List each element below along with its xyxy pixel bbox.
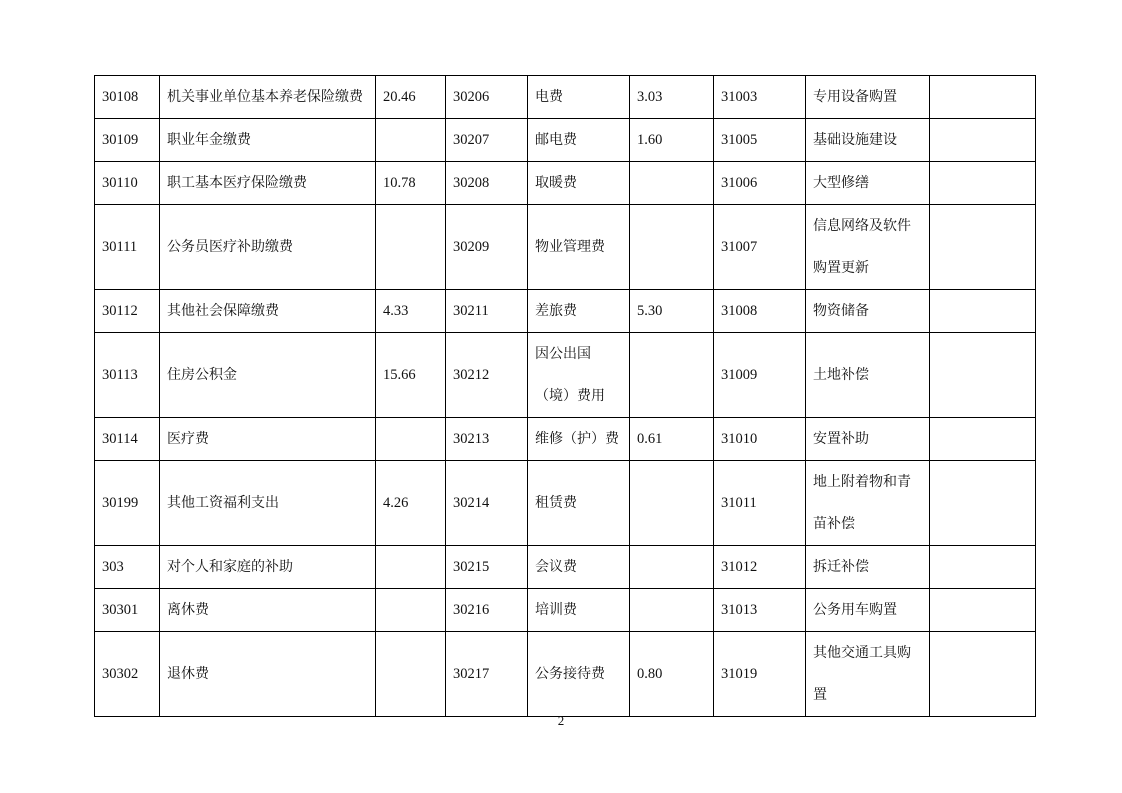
table-row bbox=[95, 162, 1036, 205]
code-cell: 30208 bbox=[446, 162, 528, 205]
amount-cell: 0.80 bbox=[630, 632, 714, 717]
code-cell: 30199 bbox=[95, 461, 160, 546]
amount-cell bbox=[930, 589, 1036, 632]
item-name-cell: 基础设施建设 bbox=[806, 119, 930, 162]
code-cell: 30110 bbox=[95, 162, 160, 205]
code-cell: 30108 bbox=[95, 76, 160, 119]
item-name-cell: 职工基本医疗保险缴费 bbox=[160, 162, 376, 205]
item-name-cell: 电费 bbox=[528, 76, 630, 119]
item-name-cell: 其他社会保障缴费 bbox=[160, 290, 376, 333]
item-name-cell: 离休费 bbox=[160, 589, 376, 632]
budget-expenditure-table bbox=[94, 75, 1036, 717]
code-cell: 30109 bbox=[95, 119, 160, 162]
table-row bbox=[95, 290, 1036, 333]
code-cell: 31009 bbox=[714, 333, 806, 418]
item-name-cell: 大型修缮 bbox=[806, 162, 930, 205]
item-name-cell: 取暖费 bbox=[528, 162, 630, 205]
amount-cell bbox=[630, 589, 714, 632]
amount-cell bbox=[930, 546, 1036, 589]
code-cell: 30302 bbox=[95, 632, 160, 717]
amount-cell bbox=[630, 333, 714, 418]
amount-cell: 10.78 bbox=[376, 162, 446, 205]
table-row bbox=[95, 205, 1036, 290]
item-name-cell: 拆迁补偿 bbox=[806, 546, 930, 589]
amount-cell: 4.26 bbox=[376, 461, 446, 546]
table-body bbox=[95, 76, 1036, 717]
amount-cell: 5.30 bbox=[630, 290, 714, 333]
item-name-cell: 住房公积金 bbox=[160, 333, 376, 418]
code-cell: 31012 bbox=[714, 546, 806, 589]
amount-cell bbox=[376, 205, 446, 290]
table-row bbox=[95, 119, 1036, 162]
table-row bbox=[95, 418, 1036, 461]
item-name-cell: 土地补偿 bbox=[806, 333, 930, 418]
code-cell: 30213 bbox=[446, 418, 528, 461]
code-cell: 30211 bbox=[446, 290, 528, 333]
page-number: 2 bbox=[557, 713, 565, 728]
item-name-cell: 租赁费 bbox=[528, 461, 630, 546]
code-cell: 30114 bbox=[95, 418, 160, 461]
amount-cell: 15.66 bbox=[376, 333, 446, 418]
amount-cell bbox=[930, 76, 1036, 119]
table-row bbox=[95, 632, 1036, 717]
item-name-cell: 公务员医疗补助缴费 bbox=[160, 205, 376, 290]
code-cell: 30214 bbox=[446, 461, 528, 546]
table-row bbox=[95, 461, 1036, 546]
code-cell: 31013 bbox=[714, 589, 806, 632]
item-name-cell: 退休费 bbox=[160, 632, 376, 717]
code-cell: 30207 bbox=[446, 119, 528, 162]
amount-cell bbox=[930, 632, 1036, 717]
amount-cell bbox=[376, 418, 446, 461]
item-name-cell: 培训费 bbox=[528, 589, 630, 632]
item-name-cell: 维修（护）费 bbox=[528, 418, 630, 461]
item-name-cell: 专用设备购置 bbox=[806, 76, 930, 119]
code-cell: 31003 bbox=[714, 76, 806, 119]
item-name-cell: 公务用车购置 bbox=[806, 589, 930, 632]
code-cell: 30111 bbox=[95, 205, 160, 290]
code-cell: 30206 bbox=[446, 76, 528, 119]
item-name-cell: 邮电费 bbox=[528, 119, 630, 162]
code-cell: 30301 bbox=[95, 589, 160, 632]
code-cell: 31006 bbox=[714, 162, 806, 205]
item-name-cell: 医疗费 bbox=[160, 418, 376, 461]
amount-cell bbox=[376, 589, 446, 632]
amount-cell: 4.33 bbox=[376, 290, 446, 333]
item-name-cell: 公务接待费 bbox=[528, 632, 630, 717]
amount-cell: 0.61 bbox=[630, 418, 714, 461]
amount-cell bbox=[930, 290, 1036, 333]
code-cell: 30212 bbox=[446, 333, 528, 418]
item-name-cell: 信息网络及软件购置更新 bbox=[806, 205, 930, 290]
amount-cell bbox=[930, 333, 1036, 418]
code-cell: 30216 bbox=[446, 589, 528, 632]
item-name-cell: 地上附着物和青苗补偿 bbox=[806, 461, 930, 546]
code-cell: 30209 bbox=[446, 205, 528, 290]
amount-cell bbox=[376, 546, 446, 589]
amount-cell bbox=[630, 546, 714, 589]
amount-cell bbox=[930, 162, 1036, 205]
code-cell: 31005 bbox=[714, 119, 806, 162]
amount-cell bbox=[930, 461, 1036, 546]
code-cell: 31011 bbox=[714, 461, 806, 546]
code-cell: 30217 bbox=[446, 632, 528, 717]
amount-cell bbox=[930, 119, 1036, 162]
item-name-cell: 会议费 bbox=[528, 546, 630, 589]
amount-cell bbox=[376, 119, 446, 162]
item-name-cell: 安置补助 bbox=[806, 418, 930, 461]
item-name-cell: 物资储备 bbox=[806, 290, 930, 333]
table-row bbox=[95, 546, 1036, 589]
amount-cell bbox=[630, 162, 714, 205]
code-cell: 303 bbox=[95, 546, 160, 589]
table-row bbox=[95, 333, 1036, 418]
item-name-cell: 职业年金缴费 bbox=[160, 119, 376, 162]
item-name-cell: 对个人和家庭的补助 bbox=[160, 546, 376, 589]
code-cell: 30112 bbox=[95, 290, 160, 333]
table-row bbox=[95, 589, 1036, 632]
amount-cell bbox=[630, 461, 714, 546]
item-name-cell: 其他工资福利支出 bbox=[160, 461, 376, 546]
code-cell: 31019 bbox=[714, 632, 806, 717]
item-name-cell: 物业管理费 bbox=[528, 205, 630, 290]
amount-cell bbox=[630, 205, 714, 290]
item-name-cell: 机关事业单位基本养老保险缴费 bbox=[160, 76, 376, 119]
amount-cell bbox=[376, 632, 446, 717]
amount-cell: 1.60 bbox=[630, 119, 714, 162]
amount-cell bbox=[930, 205, 1036, 290]
code-cell: 30215 bbox=[446, 546, 528, 589]
code-cell: 31007 bbox=[714, 205, 806, 290]
item-name-cell: 因公出国（境）费用 bbox=[528, 333, 630, 418]
item-name-cell: 其他交通工具购置 bbox=[806, 632, 930, 717]
amount-cell: 20.46 bbox=[376, 76, 446, 119]
amount-cell bbox=[930, 418, 1036, 461]
code-cell: 30113 bbox=[95, 333, 160, 418]
amount-cell: 3.03 bbox=[630, 76, 714, 119]
table-row bbox=[95, 76, 1036, 119]
item-name-cell: 差旅费 bbox=[528, 290, 630, 333]
code-cell: 31008 bbox=[714, 290, 806, 333]
code-cell: 31010 bbox=[714, 418, 806, 461]
